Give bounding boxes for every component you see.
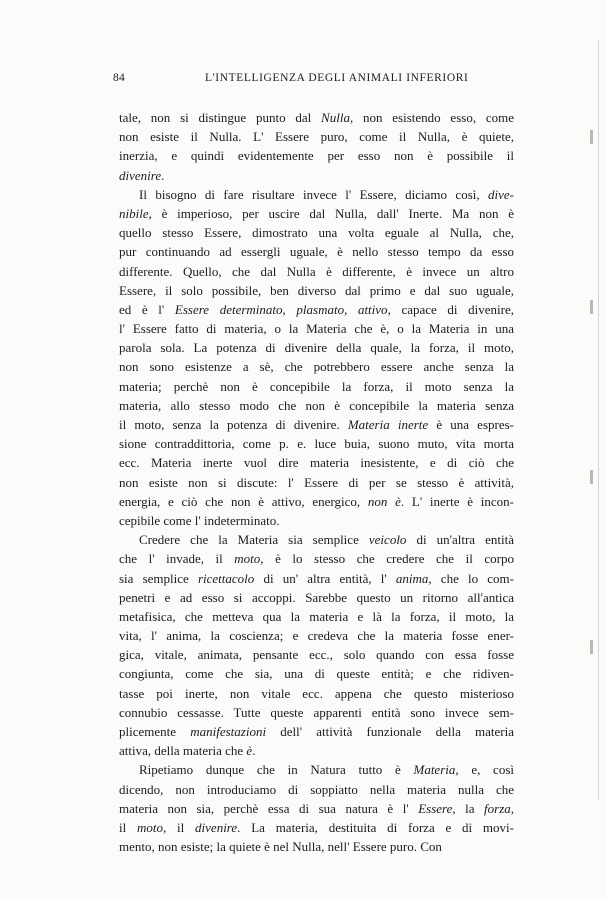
text-run: , è lo stesso che credere che il corpo <box>260 551 514 567</box>
text-run: metafisica, che metteva qua la materia e là la forza, il moto, la <box>119 608 514 624</box>
text-line <box>119 146 514 165</box>
text-line <box>119 396 514 415</box>
text-run: dicendo, non introduciamo di soppiatto nella materia nulla che <box>119 781 514 797</box>
text-run: energia, e ciò che non è attivo, energico, <box>119 493 368 509</box>
binding-mark <box>590 130 593 144</box>
italic-text: veicolo <box>368 532 407 548</box>
italic-text: Essere determinato, plasmato, attivo <box>174 301 388 317</box>
text-run: pur continuando ad essergli uguale, è nello stesso tempo da esso <box>119 244 514 260</box>
text-run: parola sola. La potenza di divenire della quale, la forza, il moto, <box>119 340 514 356</box>
text-run: , e, così <box>455 762 514 778</box>
text-line <box>119 799 514 818</box>
text-run: non sono esistenze a sè, che potrebbero essere anche senza la <box>119 359 514 375</box>
italic-text: Essere <box>418 800 453 816</box>
text-line <box>119 780 514 799</box>
italic-text: moto <box>234 551 261 567</box>
text-run: . <box>161 167 165 183</box>
text-line <box>119 319 514 338</box>
text-run: che l' invade, il <box>119 551 235 567</box>
text-line <box>119 645 514 664</box>
text-line <box>119 434 514 453</box>
italic-text: dive- <box>488 186 514 202</box>
text-run: è una espres- <box>428 417 514 432</box>
paragraph <box>119 185 514 530</box>
text-line <box>119 703 514 722</box>
text-line <box>119 473 514 492</box>
text-run: tale, non si distingue punto dal <box>119 110 322 125</box>
text-line <box>119 549 514 568</box>
text-line <box>119 377 514 396</box>
text-line <box>119 415 514 434</box>
text-line <box>119 223 514 242</box>
text-run: . L' inerte è incon- <box>400 493 514 509</box>
text-run: ecc. Materia inerte vuol dire materia inesistente, e di ciò che <box>119 455 514 471</box>
text-run: , è imperioso, per uscire dal Nulla, dall' Inerte. Ma non è <box>148 205 514 221</box>
italic-text: Materia <box>413 762 456 778</box>
text-run: inerzia, e quindi evidentemente per esso non è possibile il <box>119 148 514 164</box>
text-run: connubio cessasse. Tutte queste apparenti entità sono invece sem- <box>119 704 514 720</box>
text-line <box>119 127 514 146</box>
text-run: , il <box>163 819 196 835</box>
text-line <box>119 108 514 127</box>
text-run: il <box>119 819 138 835</box>
text-line <box>119 722 514 741</box>
text-line <box>119 166 514 185</box>
running-header <box>113 72 513 90</box>
text-line <box>119 607 514 626</box>
italic-text: nibile <box>119 205 149 221</box>
text-run: quello stesso Essere, dimostrato una volta eguale al Nulla, che, <box>119 225 514 241</box>
text-run: Credere che la Materia sia semplice <box>139 532 369 548</box>
text-line <box>119 453 514 472</box>
text-run: sia semplice <box>119 570 198 586</box>
text-run: sione contraddittoria, come p. e. luce buia, suono muto, vita morta <box>119 436 514 452</box>
text-line <box>119 684 514 703</box>
text-run: Ripetiamo dunque che in Natura tutto è <box>139 762 414 778</box>
text-run: Essere, il solo possibile, ben diverso dal primo e dal suo uguale, <box>119 282 514 298</box>
text-line <box>119 741 514 760</box>
text-run: di un'altra entità <box>406 532 514 548</box>
text-run: vita, l' anima, la coscienza; e credeva che la materia fosse ener- <box>119 628 514 644</box>
text-run: . La materia, destituita di forza e di movi- <box>237 819 514 835</box>
text-run: , non esistendo esso, come <box>349 110 515 125</box>
text-line <box>119 204 514 223</box>
italic-text: Nulla <box>321 110 350 125</box>
text-line <box>119 281 514 300</box>
text-line <box>119 300 514 319</box>
body-text <box>119 108 514 856</box>
text-line <box>119 242 514 261</box>
page-number: 84 <box>113 72 126 84</box>
text-line <box>119 760 514 779</box>
text-run: ed è l' <box>119 301 175 317</box>
text-line <box>119 492 514 511</box>
text-run: , <box>510 800 515 816</box>
text-run: plicemente <box>119 724 191 739</box>
text-run: congiunta, come che sia, una di queste entità; e che ridiven- <box>119 666 514 682</box>
binding-mark <box>590 300 593 314</box>
text-line <box>119 626 514 645</box>
binding-mark <box>590 640 593 654</box>
text-run: l' Essere fatto di materia, o la Materia che è, o la Materia in una <box>119 321 514 337</box>
text-line <box>119 530 514 549</box>
text-run: materia non sia, perchè essa di sua natura è l' <box>119 800 419 816</box>
text-run: . <box>252 743 256 759</box>
binding-mark <box>590 470 593 484</box>
text-run: cepibile come l' indeterminato. <box>119 512 280 528</box>
running-title: L'INTELLIGENZA DEGLI ANIMALI INFERIORI <box>205 72 469 84</box>
text-line <box>119 185 514 204</box>
text-run: , la <box>452 800 485 816</box>
text-line <box>119 588 514 607</box>
text-run: gica, vitale, animata, pensante ecc., solo quando con essa fosse <box>119 647 514 663</box>
text-run: tasse poi inerte, non vitale ecc. appena che questo misterioso <box>119 685 514 701</box>
text-run: non esiste non si discute: l' Essere di per se stesso è attività, <box>119 474 514 490</box>
text-run: penetri e ad esso si accoppi. Sarebbe questo un ritorno all'antica <box>119 589 514 605</box>
text-run: , capace di divenire, <box>387 301 515 317</box>
text-run: non esiste il Nulla. L' Essere puro, come il Nulla, è quiete, <box>119 129 514 145</box>
text-line <box>119 569 514 588</box>
text-run: mento, non esiste; la quiete è nel Nulla, nell' Essere puro. Con <box>119 839 442 855</box>
text-line <box>119 262 514 281</box>
text-run: materia; perchè non è concepibile la forza, il moto senza la <box>119 378 514 394</box>
italic-text: forza <box>484 800 511 816</box>
text-run: , che lo com- <box>428 570 514 586</box>
italic-text: è <box>246 743 253 759</box>
paragraph <box>119 108 514 185</box>
italic-text: divenire <box>119 167 162 183</box>
italic-text: ricettacolo <box>197 570 255 586</box>
italic-text: moto <box>137 819 164 835</box>
text-line <box>119 818 514 837</box>
text-run: dell' attività funzionale della materia <box>266 724 514 739</box>
text-line <box>119 837 514 856</box>
text-run: attiva, della materia che <box>119 743 247 759</box>
text-run: Il bisogno di fare risultare invece l' Essere, diciamo così, <box>139 186 489 202</box>
italic-text: non è <box>367 493 401 509</box>
italic-text: divenire <box>195 819 238 835</box>
italic-text: Materia inerte <box>347 417 429 432</box>
text-line <box>119 338 514 357</box>
text-line <box>119 511 514 530</box>
paragraph <box>119 530 514 760</box>
text-line <box>119 664 514 683</box>
text-run: il moto, senza la potenza di divenire. <box>119 417 348 432</box>
paragraph <box>119 760 514 856</box>
text-run: differente. Quello, che dal Nulla è differente, è invece un altro <box>119 263 514 279</box>
italic-text: manifestazioni <box>190 724 267 739</box>
text-run: materia, allo stesso modo che non è concepibile la materia senza <box>119 397 514 413</box>
text-run: di un' altra entità, l' <box>254 570 396 586</box>
binding-edge <box>598 40 599 800</box>
italic-text: anima <box>395 570 429 586</box>
text-line <box>119 357 514 376</box>
